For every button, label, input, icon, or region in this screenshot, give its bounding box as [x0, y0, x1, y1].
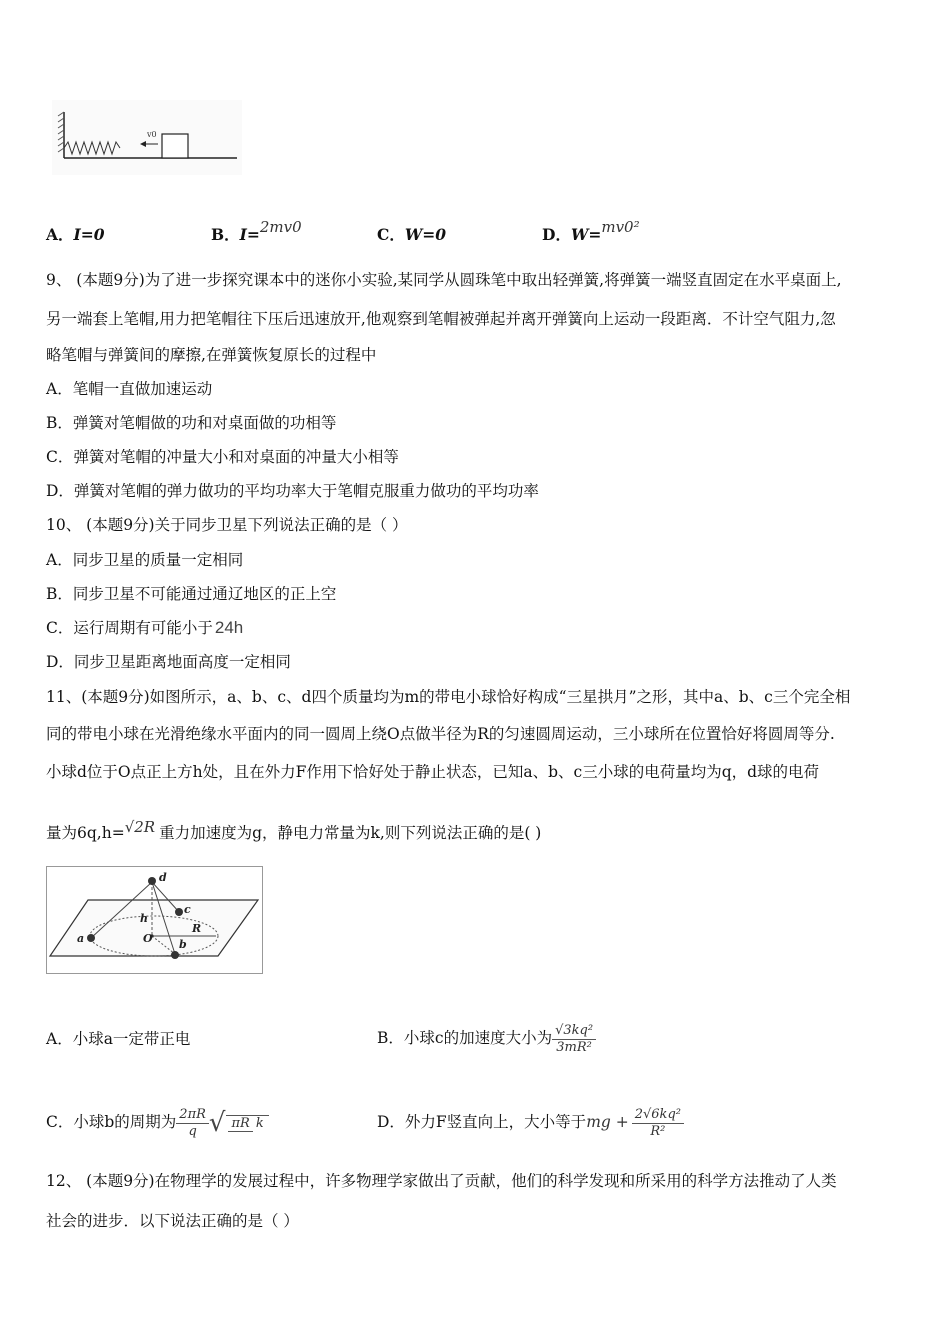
label-c: c — [184, 903, 191, 916]
label-a: a — [77, 932, 85, 945]
q9-stem-line-2: 另一端套上笔帽,用力把笔帽往下压后迅速放开,他观察到笔帽被弹起并离开弹簧向上运动一段距离．不计空气阻力,忽 — [46, 310, 836, 328]
q10-stem: 10、 (本题9分)关于同步卫星下列说法正确的是（ ） — [46, 516, 408, 534]
q11-stem-line-2: 同的带电小球在光滑绝缘水平面内的同一圆周上绕O点做半径为R的匀速圆周运动，三小球所在位置恰好将圆周等分. — [46, 725, 835, 743]
q10-option-b: B．同步卫星不可能通过通辽地区的正上空 — [46, 585, 337, 603]
q9-stem-line-3: 略笔帽与弹簧间的摩擦,在弹簧恢复原长的过程中 — [46, 346, 377, 364]
label-r: R — [192, 922, 202, 935]
label-h: h — [140, 912, 148, 925]
q8-option-d: D．W=mv0² — [542, 218, 640, 244]
q11-stem-line-1: 11、(本题9分)如图所示，a、b、c、d四个质量均为m的带电小球恰好构成“三星拱月”之形，其中a、b、c三个完全相 — [46, 688, 851, 706]
three-stars-figure — [46, 866, 263, 974]
q8-option-a: A．I=0 — [46, 225, 105, 244]
q12-stem-line-2: 社会的进步．以下说法正确的是（ ） — [46, 1212, 299, 1230]
q10-option-d: D．同步卫星距离地面高度一定相同 — [46, 653, 291, 671]
spring-block-figure — [52, 100, 242, 175]
q9-option-c: C．弹簧对笔帽的冲量大小和对桌面的冲量大小相等 — [46, 448, 399, 466]
q10-option-a: A．同步卫星的质量一定相同 — [46, 551, 244, 569]
q11-option-b: B．小球c的加速度大小为 $\frac{\text{√3kq²}}{\text{3mR²}}$ — [377, 1008, 596, 1068]
label-o: O — [143, 932, 153, 945]
q11-option-a: A．小球a一定带正电 — [46, 1030, 191, 1048]
q11-option-d: D．外力F竖直向上，大小等于mg + $\frac{\text{2√6kq²}}{\text{R²}}$ — [377, 1092, 684, 1152]
q8-option-c: C．W=0 — [377, 225, 447, 244]
q11-stem-line-4: 量为6q,h=√2R 重力加速度为g，静电力常量为k,则下列说法正确的是( ) — [46, 818, 542, 842]
velocity-label: v0 — [147, 130, 157, 139]
q10-option-c: C．运行周期有可能小于 24h — [46, 618, 244, 637]
q12-stem-line-1: 12、 (本题9分)在物理学的发展过程中，许多物理学家做出了贡献，他们的科学发现和所采用的科学方法推动了人类 — [46, 1172, 837, 1190]
q9-option-a: A．笔帽一直做加速运动 — [46, 380, 213, 398]
q11-option-c: C．小球b的周期为 $\frac{2\pi R}{q}$ √ πR k — [46, 1092, 269, 1153]
label-b: b — [179, 938, 187, 951]
label-d: d — [159, 871, 167, 884]
q9-option-d: D．弹簧对笔帽的弹力做功的平均功率大于笔帽克服重力做功的平均功率 — [46, 482, 539, 500]
q8-option-b: B．I=2mv0 — [211, 218, 302, 244]
q11-stem-line-3: 小球d位于O点正上方h处，且在外力F作用下恰好处于静止状态，已知a、b、c三小球的电荷量均为q，d球的电荷 — [46, 763, 820, 781]
q9-option-b: B．弹簧对笔帽做的功和对桌面做的功相等 — [46, 414, 337, 432]
q9-stem-line-1: 9、 (本题9分)为了进一步探究课本中的迷你小实验,某同学从圆珠笔中取出轻弹簧,将弹簧一端竖直固定在水平桌面上, — [46, 271, 842, 289]
